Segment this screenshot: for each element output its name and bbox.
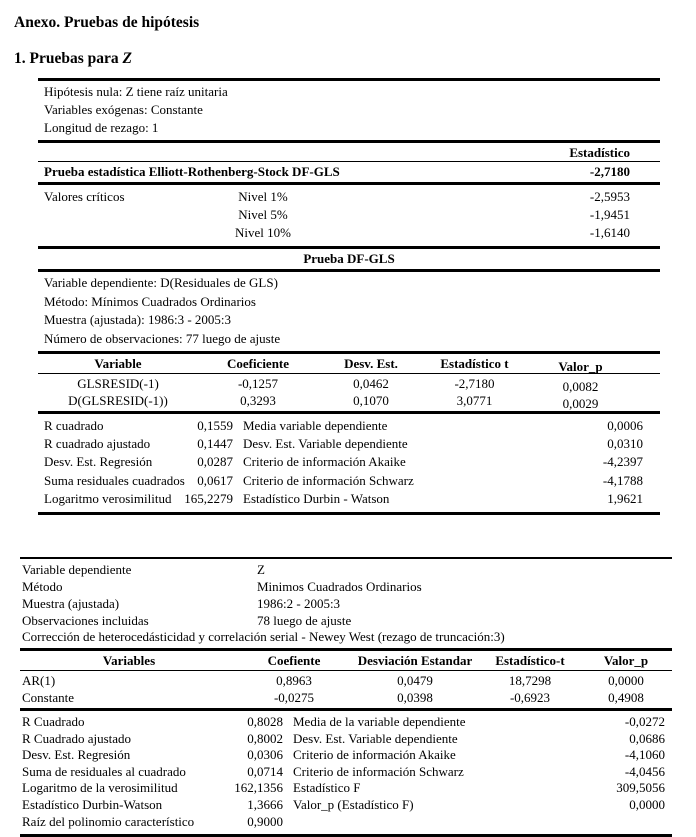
stat-label: Criterio de información Akaike xyxy=(293,747,456,763)
stat-label xyxy=(283,814,573,831)
stat-value: 0,0287 xyxy=(197,454,233,470)
stat-value: 162,1356 xyxy=(234,780,283,796)
cell-variable: Constante xyxy=(22,690,74,706)
cell-stderr: 0,0479 xyxy=(397,673,433,689)
info-value: 1986:2 - 2005:3 xyxy=(257,596,341,612)
info-row xyxy=(20,561,672,578)
stat-row xyxy=(20,747,672,764)
stat-label: Raíz del polinomio característico xyxy=(22,813,195,829)
stat-value: 309,5056 xyxy=(616,780,665,796)
cell-stderr: 0,0398 xyxy=(397,690,433,706)
info-row xyxy=(20,595,672,612)
stat-value: 0,8028 xyxy=(247,714,283,730)
stat-value: 0,0310 xyxy=(607,436,643,452)
stat-row xyxy=(38,435,660,453)
stat-value: 0,0714 xyxy=(247,763,283,779)
sample-line: Muestra (ajustada): 1986:3 - 2005:3 xyxy=(44,312,232,327)
stat-row xyxy=(20,797,672,814)
coefficient-rows xyxy=(38,374,660,411)
stat-label: Valor_p (Estadístico F) xyxy=(293,796,414,812)
test-statistic-value: -2,7180 xyxy=(589,164,630,179)
stat-value: 165,2279 xyxy=(184,490,233,506)
stat-label: Logaritmo de la verosimilitud xyxy=(22,780,178,796)
stat-row xyxy=(20,780,672,797)
info-row xyxy=(20,578,672,595)
info-label: Método xyxy=(22,579,63,595)
regression-info-block xyxy=(20,559,672,648)
column-header-tstat: Estadístico t xyxy=(440,356,509,371)
stat-value: -4,1060 xyxy=(624,747,665,763)
table-row xyxy=(20,689,672,706)
column-header-pvalue: Valor_p xyxy=(603,653,649,669)
stat-value: 0,0000 xyxy=(629,796,665,812)
column-header-coefficient: Coeficiente xyxy=(226,356,290,371)
coefficient-rows xyxy=(20,671,672,708)
cell-variable: AR(1) xyxy=(22,673,56,689)
section-heading-text: 1. Pruebas para xyxy=(14,50,123,67)
stat-label: Media de la variable dependiente xyxy=(293,714,466,730)
cell-tstat: 3,0771 xyxy=(456,393,493,408)
regression-info-block xyxy=(38,272,660,351)
column-header-variable: Variable xyxy=(94,356,142,371)
stat-row xyxy=(20,764,672,781)
stat-value: 0,0306 xyxy=(247,747,283,763)
stat-label: Desv. Est. Variable dependiente xyxy=(293,730,458,746)
info-value: 78 luego de ajuste xyxy=(257,613,352,629)
stat-label: Criterio de información Schwarz xyxy=(293,763,464,779)
stat-label: Media variable dependiente xyxy=(243,418,388,433)
column-header-stderr: Desviación Estandar xyxy=(357,653,473,669)
column-header-pvalue: Valor_p xyxy=(558,359,603,374)
observations-line: Número de observaciones: 77 luego de ajuste xyxy=(44,330,281,346)
dependent-variable-line: Variable dependiente: D(Residuales de GLS) xyxy=(44,275,278,290)
stat-value: 0,8002 xyxy=(247,730,283,746)
stat-row xyxy=(20,714,672,731)
table-row xyxy=(20,672,672,689)
info-label: Muestra (ajustada) xyxy=(22,596,120,612)
stat-label: Criterio de información Akaike xyxy=(243,454,406,470)
critical-level: Nivel 10% xyxy=(235,225,291,240)
test-info-block xyxy=(38,81,660,140)
critical-level: Nivel 1% xyxy=(238,189,288,204)
critical-value-row xyxy=(38,224,660,242)
method-line: Método: Mínimos Cuadrados Ordinarios xyxy=(44,293,256,309)
coefficient-header-row xyxy=(20,651,672,670)
critical-values-label: Valores críticos xyxy=(44,189,125,204)
column-header-tstat: Estadístico-t xyxy=(495,653,565,669)
cell-pvalue: 0,0029 xyxy=(562,396,599,411)
table-row xyxy=(38,375,660,392)
column-header-variables: Variables xyxy=(102,653,156,669)
subtable-title: Prueba DF-GLS xyxy=(303,251,395,266)
exogenous-variables-line: Variables exógenas: Constante xyxy=(44,102,203,117)
newey-west-correction-note: Corrección de heterocedásticidad y correlación serial - Newey West (rezago de truncación:3) xyxy=(22,629,505,645)
cell-variable: D(GLSRESID(-1)) xyxy=(68,393,168,408)
stat-label: Desv. Est. Variable dependiente xyxy=(243,436,408,452)
stat-value: 0,9000 xyxy=(247,813,283,829)
summary-statistics-block xyxy=(20,711,672,834)
stat-label: Estadístico F xyxy=(293,780,361,796)
stat-value: 1,9621 xyxy=(607,490,643,506)
info-label: Observaciones incluidas xyxy=(22,613,149,629)
critical-value: -1,9451 xyxy=(589,207,630,222)
section-heading xyxy=(0,32,696,68)
cell-variable: GLSRESID(-1) xyxy=(77,376,159,391)
stat-label: R cuadrado xyxy=(44,418,104,433)
cell-tstat: 18,7298 xyxy=(508,673,552,689)
statistic-column-header: Estadístico xyxy=(569,145,630,160)
null-hypothesis-line: Hipótesis nula: Z tiene raíz unitaria xyxy=(44,84,228,99)
stat-label: R Cuadrado xyxy=(22,714,85,730)
stat-row xyxy=(20,814,672,831)
lag-length-line: Longitud de rezago: 1 xyxy=(44,120,159,135)
critical-level: Nivel 5% xyxy=(238,207,288,222)
column-header-stderr: Desv. Est. xyxy=(344,356,398,371)
stat-value: 0,0617 xyxy=(197,472,233,488)
test-statistic-label: Prueba estadística Elliott-Rothenberg-Stock DF-GLS xyxy=(44,164,340,179)
critical-value: -1,6140 xyxy=(589,225,630,240)
document-title: Anexo. Pruebas de hipótesis xyxy=(14,14,200,31)
critical-value: -2,5953 xyxy=(589,189,630,204)
column-header-coefficient: Coefiente xyxy=(267,653,321,669)
info-value: Minimos Cuadrados Ordinarios xyxy=(257,579,422,595)
summary-statistics-block xyxy=(38,414,660,512)
stat-value: 1,3666 xyxy=(247,796,283,812)
stat-value: 0,0686 xyxy=(629,730,665,746)
stat-row xyxy=(38,453,660,471)
divider xyxy=(38,512,660,515)
test-statistic-row xyxy=(38,162,660,182)
stat-value: 0,1447 xyxy=(197,436,233,452)
stat-value: 0,1559 xyxy=(197,418,233,433)
stat-value: -4,1788 xyxy=(602,472,643,488)
stat-label: Estadístico Durbin-Watson xyxy=(22,796,163,812)
cell-coefficient: 0,8963 xyxy=(276,673,312,689)
cell-tstat: -0,6923 xyxy=(509,690,551,706)
stat-label: Logaritmo verosimilitud xyxy=(44,490,172,506)
critical-value-row xyxy=(38,188,660,206)
info-row xyxy=(20,612,672,629)
stat-row xyxy=(20,731,672,748)
cell-stderr: 0,0462 xyxy=(353,376,389,391)
coefficient-header-row xyxy=(38,354,660,373)
stat-label: Criterio de información Schwarz xyxy=(243,472,414,488)
cell-coefficient: 0,3293 xyxy=(240,393,276,408)
info-value: Z xyxy=(257,562,265,578)
stat-label: Suma de residuales al cuadrado xyxy=(22,763,186,779)
stat-label: Desv. Est. Regresión xyxy=(44,454,153,470)
cell-stderr: 0,1070 xyxy=(353,393,389,408)
stat-value: -0,0272 xyxy=(624,714,665,730)
stat-label: Desv. Est. Regresión xyxy=(22,747,131,763)
table-row xyxy=(38,392,660,409)
cell-coefficient: -0,1257 xyxy=(237,376,279,391)
info-label: Variable dependiente xyxy=(22,562,132,578)
stat-row xyxy=(38,472,660,490)
dfgls-test-table xyxy=(38,78,660,515)
cell-pvalue: 0,4908 xyxy=(608,690,644,706)
stat-label: Estadístico Durbin - Watson xyxy=(243,490,390,506)
stat-label: R Cuadrado ajustado xyxy=(22,730,132,746)
stat-label: Suma residuales cuadrados xyxy=(44,472,185,488)
stat-value: -4,2397 xyxy=(602,454,643,470)
spacer xyxy=(38,224,168,242)
statistic-header-row xyxy=(38,143,660,161)
ar1-regression-table xyxy=(20,557,672,837)
cell-coefficient: -0,0275 xyxy=(273,690,315,706)
stat-value: 0,0006 xyxy=(607,418,643,433)
cell-pvalue: 0,0082 xyxy=(562,379,599,394)
cell-tstat: -2,7180 xyxy=(454,376,495,391)
stat-value: -4,0456 xyxy=(624,763,665,779)
critical-values-block xyxy=(38,185,660,246)
spacer xyxy=(38,206,168,224)
stat-value xyxy=(573,814,672,831)
stat-row xyxy=(38,490,660,508)
stat-row xyxy=(38,417,660,435)
section-variable: Z xyxy=(122,50,132,67)
cell-pvalue: 0,0000 xyxy=(608,673,644,689)
critical-value-row xyxy=(38,206,660,224)
stat-label: R cuadrado ajustado xyxy=(44,436,151,452)
